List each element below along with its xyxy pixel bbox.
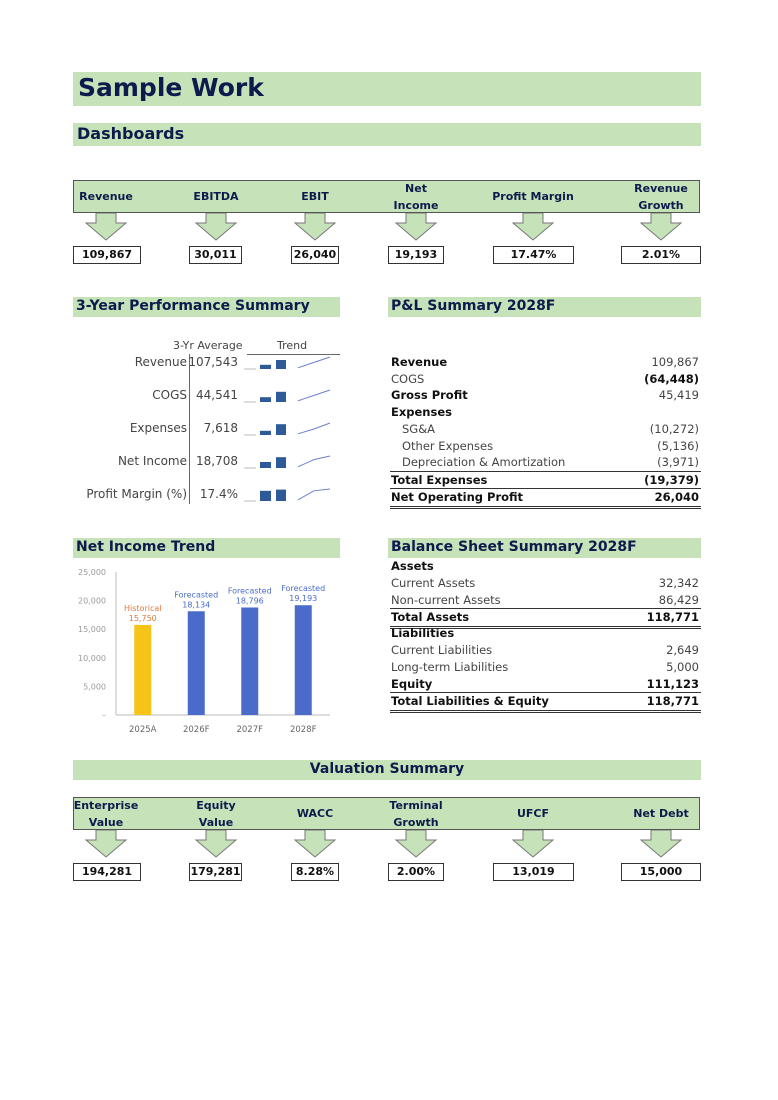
kpi-label-line: Net — [405, 182, 427, 195]
kpi-label — [517, 805, 549, 822]
balance-title: Balance Sheet Summary 2028F — [391, 539, 637, 555]
row-label: Non-current Assets — [391, 592, 501, 607]
kpi-value: 109,867 — [73, 246, 141, 264]
row-value: (5,136) — [657, 438, 699, 453]
table-row — [390, 454, 701, 471]
x-tick-label: 2025A — [129, 725, 157, 735]
row-label: Other Expenses — [402, 438, 494, 453]
table-row — [390, 642, 701, 659]
row-value: 86,429 — [658, 592, 699, 607]
trend-bar — [276, 457, 286, 468]
kpi-value: 15,000 — [621, 863, 701, 881]
x-tick-label: 2026F — [182, 725, 210, 735]
perf-row-value: 18,708 — [196, 454, 238, 468]
kpi-label-line: UFCF — [516, 807, 550, 820]
data-label: Historical — [124, 603, 162, 613]
trend-bar — [276, 490, 286, 501]
kpi-label-line: Equity — [196, 799, 236, 812]
row-value: 118,771 — [646, 610, 699, 625]
row-value: (64,448) — [644, 371, 699, 386]
trend-sparkline — [298, 489, 330, 500]
kpi-label — [633, 805, 688, 822]
row-value: 32,342 — [658, 575, 699, 590]
y-tick-label: 15,000 — [78, 625, 106, 635]
perf-row-value: 107,543 — [188, 355, 238, 369]
page-title: Sample Work — [78, 73, 264, 102]
down-arrow-icon — [511, 830, 555, 858]
kpi-label-line: Income — [393, 199, 439, 212]
kpi-value: 13,019 — [493, 863, 574, 881]
kpi-label — [74, 797, 139, 831]
trend-sparkline — [298, 423, 330, 434]
kpi-label-line: Value — [198, 816, 234, 829]
perf-row-label: COGS — [152, 388, 187, 402]
y-tick-label: 25,000 — [78, 568, 106, 577]
kpi-value: 26,040 — [291, 246, 339, 264]
trend-bar — [260, 397, 271, 402]
data-label: Forecasted — [281, 584, 326, 594]
row-value: (3,971) — [657, 455, 699, 470]
kpi-value: 179,281 — [189, 863, 242, 881]
table-row — [390, 592, 701, 609]
y-tick-label: 20,000 — [78, 596, 106, 606]
row-label: Total Liabilities & Equity — [391, 694, 549, 709]
col-trend-header: Trend — [277, 339, 308, 352]
table-row — [390, 575, 701, 592]
row-label: Total Assets — [391, 610, 470, 625]
kpi-label-line: Profit Margin — [492, 190, 574, 203]
table-row — [390, 659, 701, 676]
bar-2026F — [188, 611, 205, 715]
kpi-label-line: Net Debt — [633, 807, 689, 820]
kpi-label-line: Revenue — [79, 190, 133, 203]
row-label: Long-term Liabilities — [391, 659, 509, 674]
trend-bar — [276, 392, 286, 402]
data-label: Forecasted — [174, 590, 219, 600]
row-label: COGS — [391, 371, 425, 386]
performance-title: 3-Year Performance Summary — [76, 298, 310, 314]
row-value: 26,040 — [654, 489, 699, 504]
trend-bar — [260, 462, 271, 468]
perf-row-value: 7,618 — [203, 421, 238, 435]
table-row — [390, 438, 701, 455]
trend-sparkline — [298, 456, 330, 467]
trend-bar — [276, 360, 286, 369]
bar-2027F — [241, 607, 258, 715]
kpi-label-line: WACC — [296, 807, 334, 820]
row-label: Equity — [391, 676, 433, 691]
down-arrow-icon — [194, 830, 238, 858]
table-row — [390, 558, 701, 575]
data-label: 18,796 — [235, 596, 264, 606]
row-label: Liabilities — [391, 626, 455, 641]
row-value: (19,379) — [644, 472, 699, 487]
perf-row-label: Net Income — [117, 454, 187, 468]
perf-row-label: Expenses — [129, 421, 187, 435]
perf-row-value: 44,541 — [196, 388, 238, 402]
trend-sparkline — [298, 390, 330, 401]
trend-bar — [260, 431, 271, 435]
table-row — [390, 421, 701, 438]
y-tick-label: 10,000 — [78, 653, 106, 663]
row-value: 2,649 — [666, 643, 699, 657]
data-label: 15,750 — [128, 613, 157, 623]
kpi-value: 194,281 — [73, 863, 141, 881]
chart-title: Net Income Trend — [76, 539, 216, 555]
kpi-label — [389, 797, 442, 831]
kpi-label-line: EBIT — [301, 190, 329, 203]
row-label: Revenue — [391, 355, 448, 369]
pnl-title: P&L Summary 2028F — [391, 298, 556, 314]
row-label: Current Liabilities — [391, 643, 493, 657]
trend-sparkline — [298, 357, 330, 368]
balance-title-band — [388, 538, 701, 558]
down-arrow-icon — [639, 830, 683, 858]
row-value: 109,867 — [651, 355, 699, 369]
kpi-label-line: Revenue — [634, 182, 688, 195]
table-row — [390, 354, 701, 371]
row-value: 45,419 — [658, 388, 699, 403]
trend-bar — [260, 365, 271, 369]
row-label: Depreciation & Amortization — [402, 455, 566, 470]
row-value: 111,123 — [646, 676, 699, 691]
x-tick-label: 2027F — [236, 725, 264, 735]
table-row — [390, 625, 701, 642]
row-value: 118,771 — [646, 694, 699, 709]
col-average-header: 3-Yr Average — [173, 339, 243, 352]
kpi-label — [297, 805, 333, 822]
row-value: 5,000 — [666, 659, 699, 674]
down-arrow-icon — [394, 830, 438, 858]
valuation-strip — [73, 797, 700, 830]
table-row — [390, 471, 701, 489]
kpi-label-line: Enterprise — [73, 799, 139, 812]
y-tick-label: 5,000 — [83, 682, 106, 692]
table-row — [390, 371, 701, 388]
y-tick-label: – — [102, 711, 106, 720]
row-label: Assets — [391, 559, 434, 573]
perf-row-label: Profit Margin (%) — [86, 487, 187, 501]
table-row — [390, 692, 701, 713]
data-label: Forecasted — [227, 586, 272, 596]
kpi-value: 30,011 — [189, 246, 242, 264]
kpi-label-line: Growth — [638, 199, 684, 212]
row-label: Current Assets — [391, 575, 476, 590]
section-title: Dashboards — [77, 124, 185, 143]
table-row — [390, 404, 701, 421]
row-value: (10,272) — [649, 421, 699, 436]
kpi-label-line: Growth — [393, 816, 439, 829]
trend-bar — [276, 424, 286, 435]
trend-bar — [260, 491, 271, 501]
bar-2028F — [295, 605, 312, 715]
down-arrow-icon — [84, 830, 128, 858]
kpi-label-line: EBITDA — [193, 190, 239, 203]
row-label: Gross Profit — [391, 388, 468, 403]
kpi-label-line: Terminal — [389, 799, 443, 812]
chart-title-band — [73, 538, 340, 558]
kpi-value: 2.00% — [388, 863, 444, 881]
kpi-value: 17.47% — [493, 246, 574, 264]
kpi-label — [196, 797, 235, 831]
perf-row-label: Revenue — [134, 355, 187, 369]
pnl-title-band — [388, 297, 701, 317]
data-label: 18,134 — [182, 600, 211, 610]
data-label: 19,193 — [289, 594, 318, 604]
perf-row-value: 17.4% — [199, 487, 238, 501]
table-row — [390, 676, 701, 693]
bar-2025A — [134, 625, 151, 715]
row-label: SG&A — [402, 421, 436, 436]
row-label: Expenses — [391, 405, 452, 420]
valuation-title: Valuation Summary — [309, 761, 465, 777]
table-row — [390, 488, 701, 509]
row-label: Net Operating Profit — [391, 489, 524, 504]
kpi-value: 19,193 — [388, 246, 444, 264]
net-income-chart — [0, 560, 360, 740]
row-label: Total Expenses — [391, 472, 488, 487]
valuation-title-band — [73, 760, 701, 780]
down-arrow-icon — [293, 830, 337, 858]
kpi-value: 2.01% — [621, 246, 701, 264]
x-tick-label: 2028F — [289, 725, 317, 735]
kpi-value: 8.28% — [291, 863, 339, 881]
kpi-label-line: Value — [88, 816, 124, 829]
table-row — [390, 387, 701, 404]
